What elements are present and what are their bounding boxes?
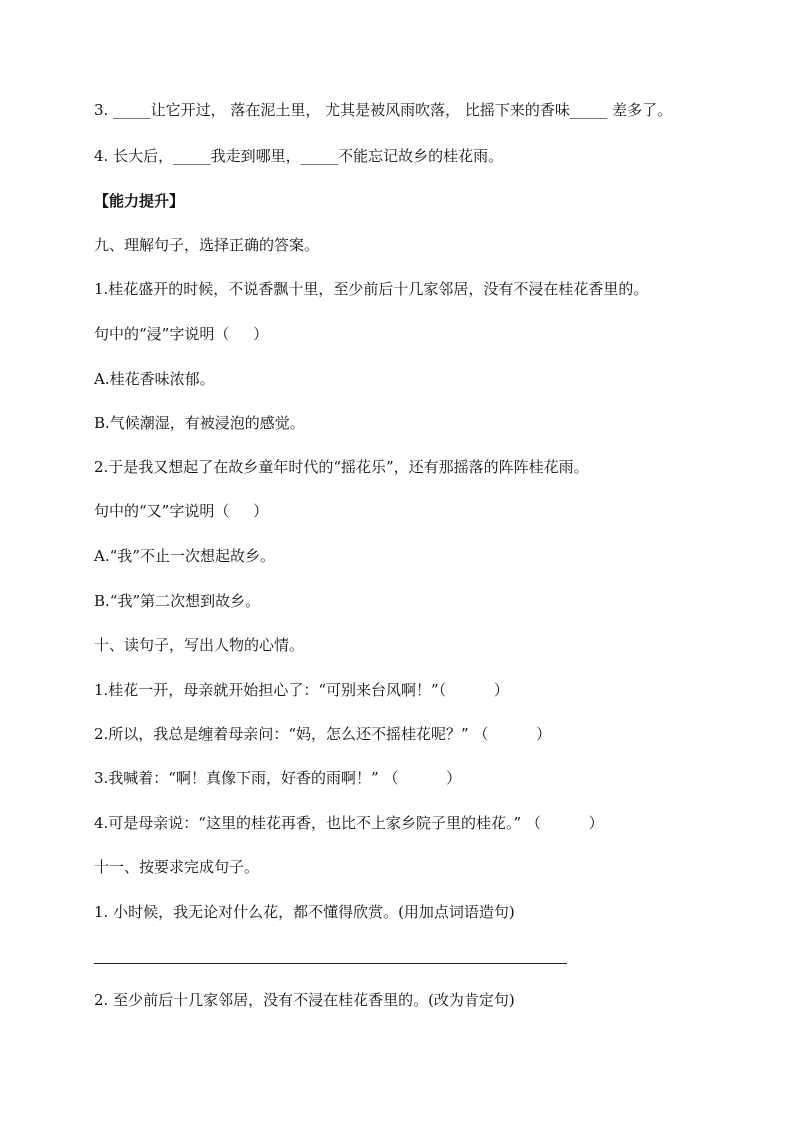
question-9-2-prompt: 句中的“又”字说明（ ） (94, 502, 269, 520)
option-9-1-a: A.桂花香味浓郁。 (94, 370, 215, 388)
question-9-2: 2.于是我又想起了在故乡童年时代的“摇花乐”，还有那摇落的阵阵桂花雨。 (94, 458, 589, 476)
option-9-2-a: A.“我”不止一次想起故乡。 (94, 547, 275, 565)
option-9-1-b: B.气候潮湿，有被浸泡的感觉。 (94, 414, 305, 432)
fill-blank-item-4: 4. 长大后，_____我走到哪里，_____不能忘记故乡的桂花雨。 (94, 147, 504, 165)
question-11-title: 十一、按要求完成句子。 (94, 858, 260, 876)
question-9-1-prompt: 句中的“浸”字说明（ ） (94, 325, 269, 343)
option-9-2-b: B.“我”第二次想到故乡。 (94, 592, 261, 610)
question-10-3: 3.我喊着：“啊！真像下雨，好香的雨啊！” （ ） (94, 769, 462, 787)
question-10-1: 1.桂花一开，母亲就开始担心了：“可别来台风啊！”（ ） (94, 681, 509, 699)
answer-line (94, 963, 567, 964)
section-heading: 【能力提升】 (94, 192, 185, 210)
question-10-4: 4.可是母亲说：“这里的桂花再香，也比不上家乡院子里的桂花。” （ ） (94, 814, 604, 832)
question-11-2: 2. 至少前后十几家邻居，没有不浸在桂花香里的。(改为肯定句) (94, 991, 515, 1009)
question-11-1: 1. 小时候，我无论对什么花，都不懂得欣赏。(用加点词语造句) (94, 903, 515, 921)
question-9-title: 九、理解句子，选择正确的答案。 (94, 236, 320, 254)
fill-blank-item-3: 3. _____让它开过， 落在泥土里， 尤其是被风雨吹落， 比摇下来的香味_____ 差多了。 (94, 101, 673, 119)
question-9-1: 1.桂花盛开的时候，不说香飘十里，至少前后十几家邻居，没有不浸在桂花香里的。 (94, 280, 649, 298)
question-10-title: 十、读句子，写出人物的心情。 (94, 636, 305, 654)
question-10-2: 2.所以，我总是缠着母亲问：“妈，怎么还不摇桂花呢？” （ ） (94, 725, 552, 743)
